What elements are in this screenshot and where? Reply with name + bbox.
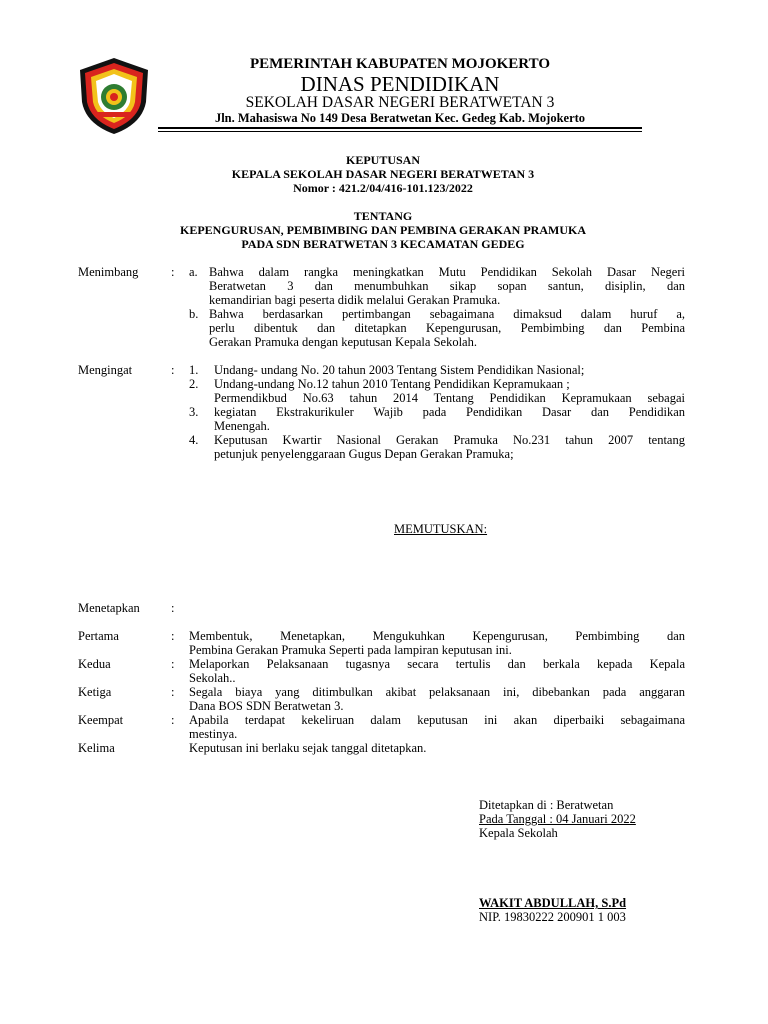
letterhead-divider-thin bbox=[158, 131, 642, 132]
menimbang-b-line: perlu dibentuk dan ditetapkan Kepengurusan, Pembimbing dan Pembina bbox=[209, 321, 685, 335]
subject-heading: TENTANG bbox=[353, 209, 413, 223]
signatory-nip: NIP. 19830222 200901 1 003 bbox=[479, 910, 626, 924]
signatory-name: WAKIT ABDULLAH, S.Pd bbox=[479, 896, 627, 910]
menimbang-b-marker: b. bbox=[189, 307, 199, 321]
decree-number: Nomor : 421.2/04/416-101.123/2022 bbox=[293, 181, 473, 195]
menimbang-label: Menimbang bbox=[78, 265, 139, 279]
mengingat-marker: 2. bbox=[189, 377, 199, 391]
signature-place: Ditetapkan di : Beratwetan bbox=[479, 798, 614, 812]
decision-label: Pertama bbox=[78, 629, 119, 643]
menetapkan-colon: : bbox=[171, 601, 175, 615]
mengingat-line: Undang-undang No.12 tahun 2010 Tentang Pendidikan Kepramukaan ; bbox=[214, 377, 570, 391]
menimbang-b-line: Gerakan Pramuka dengan keputusan Kepala Sekolah. bbox=[209, 335, 477, 349]
menetapkan-label: Menetapkan bbox=[78, 601, 140, 615]
decree-title: KEPUTUSAN bbox=[345, 153, 420, 167]
regency-emblem-logo bbox=[76, 56, 152, 136]
letterhead-school: SEKOLAH DASAR NEGERI BERATWETAN 3 bbox=[245, 94, 555, 111]
decision-line: Apabila terdapat kekeliruan dalam keputusan ini akan diperbaiki sebagaimana bbox=[189, 713, 685, 727]
signature-date: Pada Tanggal : 04 Januari 2022 bbox=[479, 812, 636, 826]
subject-line-1: KEPENGURUSAN, PEMBIMBING DAN PEMBINA GERAKAN PRAMUKA bbox=[179, 223, 586, 237]
menimbang-a-line: Beratwetan 3 dan menumbuhkan sikap sopan santun, disiplin, dan bbox=[209, 279, 685, 293]
memutuskan-heading: MEMUTUSKAN: bbox=[394, 522, 488, 536]
mengingat-line: petunjuk penyelenggaraan Gugus Depan Gerakan Pramuka; bbox=[214, 447, 514, 461]
decision-line: Keputusan ini berlaku sejak tanggal ditetapkan. bbox=[189, 741, 427, 755]
letterhead-department: DINAS PENDIDIKAN bbox=[300, 72, 500, 96]
decision-line: Melaporkan Pelaksanaan tugasnya secara tertulis dan berkala kepada Kepala bbox=[189, 657, 685, 671]
letterhead-government: PEMERINTAH KABUPATEN MOJOKERTO bbox=[249, 56, 551, 72]
mengingat-line: Keputusan Kwartir Nasional Gerakan Pramuka No.231 tahun 2007 tentang bbox=[214, 433, 685, 447]
letterhead-divider-thick bbox=[158, 127, 642, 129]
menimbang-a-line: kemandirian bagi peserta didik melalui Gerakan Pramuka. bbox=[209, 293, 501, 307]
mengingat-marker: 1. bbox=[189, 363, 199, 377]
decision-colon: : bbox=[171, 629, 175, 643]
decision-colon: : bbox=[171, 713, 175, 727]
decision-line: Dana BOS SDN Beratwetan 3. bbox=[189, 699, 344, 713]
decision-label: Ketiga bbox=[78, 685, 112, 699]
mengingat-marker: 4. bbox=[189, 433, 199, 447]
decision-label: Kelima bbox=[78, 741, 115, 755]
menimbang-a-marker: a. bbox=[189, 265, 198, 279]
decision-line: Segala biaya yang ditimbulkan akibat pelaksanaan ini, dibebankan pada anggaran bbox=[189, 685, 685, 699]
decision-colon: : bbox=[171, 685, 175, 699]
decision-line: Pembina Gerakan Pramuka Seperti pada lampiran keputusan ini. bbox=[189, 643, 512, 657]
mengingat-label: Mengingat bbox=[78, 363, 133, 377]
decision-line: Sekolah.. bbox=[189, 671, 236, 685]
mengingat-line: Permendikbud No.63 tahun 2014 Tentang Pendidikan Kepramukaan sebagai bbox=[214, 391, 685, 405]
mengingat-line: Menengah. bbox=[214, 419, 270, 433]
subject-line-2: PADA SDN BERATWETAN 3 KECAMATAN GEDEG bbox=[241, 237, 525, 251]
mengingat-line: kegiatan Ekstrakurikuler Wajib pada Pendidikan Dasar dan Pendidikan bbox=[214, 405, 685, 419]
mengingat-colon: : bbox=[171, 363, 175, 377]
menimbang-b-line: Bahwa berdasarkan pertimbangan sebagaimana dimaksud dalam huruf a, bbox=[209, 307, 685, 321]
decision-line: Membentuk, Menetapkan, Mengukuhkan Kepengurusan, Pembimbing dan bbox=[189, 629, 685, 643]
decision-line: mestinya. bbox=[189, 727, 238, 741]
decree-issuer: KEPALA SEKOLAH DASAR NEGERI BERATWETAN 3 bbox=[231, 167, 535, 181]
letterhead-address: Jln. Mahasiswa No 149 Desa Beratwetan Kec. Gedeg Kab. Mojokerto bbox=[214, 111, 586, 125]
decision-label: Keempat bbox=[78, 713, 124, 727]
menimbang-a-line: Bahwa dalam rangka meningkatkan Mutu Pendidikan Sekolah Dasar Negeri bbox=[209, 265, 685, 279]
mengingat-marker: 3. bbox=[189, 405, 199, 419]
menimbang-colon: : bbox=[171, 265, 175, 279]
mengingat-line: Undang- undang No. 20 tahun 2003 Tentang Sistem Pendidikan Nasional; bbox=[214, 363, 585, 377]
decision-colon: : bbox=[171, 657, 175, 671]
decision-label: Kedua bbox=[78, 657, 111, 671]
signature-position: Kepala Sekolah bbox=[479, 826, 558, 840]
